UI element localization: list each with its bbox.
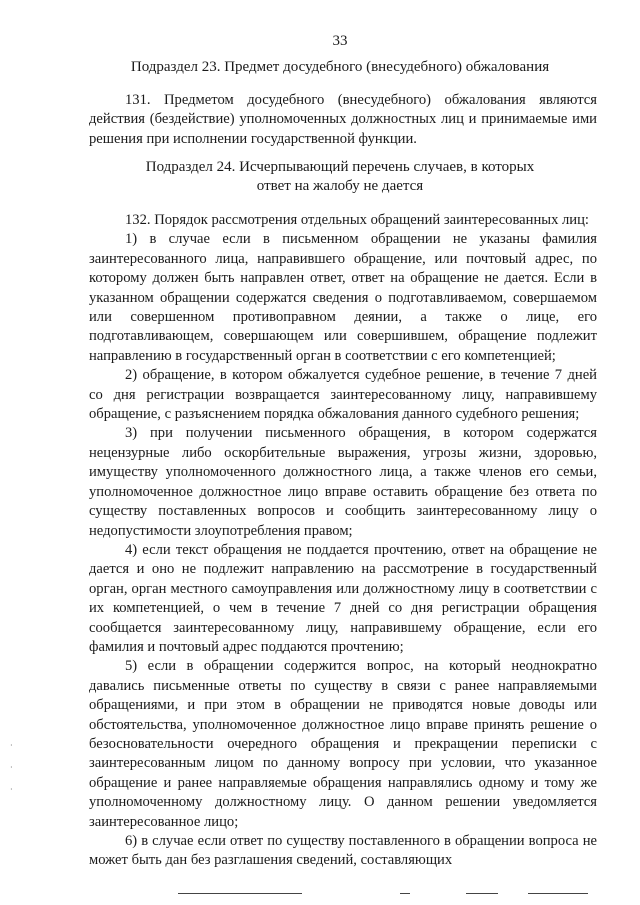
list-item-6: 6) в случае если ответ по существу поставленного в обращении вопроса не может быть дан без разглашения сведений, составляющих — [89, 833, 597, 869]
list-item-4: 4) если текст обращения не поддается прочтению, ответ на обращение не дается и оно не подлежит направлению на рассмотрение в государственный орган, орган местного самоуправления или должностному лицу в соответствии с их компетенцией, о чем в течение 7 дней со дня регистрации обращения сообщается заинтересованному лицу, направившему обращение, если его фамилия и почтовый адрес поддаются прочтению; — [89, 541, 597, 655]
paragraph-132-block — [89, 211, 597, 871]
footer-scan-line — [178, 893, 302, 894]
footer-scan-line — [400, 893, 410, 894]
list-item-3: 3) при получении письменного обращения, в котором содержатся нецензурные либо оскорбительные выражения, угрозы жизни, здоровью, имуществу уполномоченного должностного лица, а также членов его семьи, уполномоченное должностное лицо вправе оставить обращение без ответа по существу поставленных вопросов и сообщить заинтересованному лицу о недопустимости злоупотребления правом; — [89, 425, 597, 539]
subsection-23-heading: Подраздел 23. Предмет досудебного (внесудебного) обжалования — [130, 59, 550, 75]
list-item-5: 5) если в обращении содержится вопрос, на который неоднократно давались письменные ответы по существу в связи с ранее направляемыми обращениями, и при этом в обращении не приводятся новые доводы или обстоятельства, уполномоченное должностное лицо вправе принять решение о безосновательности очередного обращения и прекращении переписки с заинтересованным лицом по данному вопросу при условии, что указанное обращение и ранее направляемые обращения направлялись одному и тому же уполномоченному должностному лицу. О данном решении уведомляется заинтересованное лицо; — [89, 658, 597, 830]
paragraph-131: 131. Предметом досудебного (внесудебного) обжалования являются действия (бездействие) уполномоченных должностных лиц и принимаемые ими решения при исполнении государственной функции. — [89, 92, 597, 147]
subsection-24-heading — [0, 158, 640, 196]
paragraph-131-block — [89, 91, 597, 149]
footer-scan-line — [466, 893, 498, 894]
subsection-24-heading-line2: ответ на жалобу не дается — [256, 178, 424, 194]
subsection-24-heading-line1: Подраздел 24. Исчерпывающий перечень случаев, в которых — [145, 159, 535, 175]
list-item-1: 1) в случае если в письменном обращении не указаны фамилия заинтересованного лица, направившего обращение, или почтовый адрес, по которому должен быть направлен ответ, ответ на обращение не дается. Если в указанном обращении содержатся сведения о подготавливаемом, совершаемом или совершенном противоправном деянии, а также о лице, его подготавливающем, совершающем или совершившем, обращение подлежит направлению в государственный орган в соответствии с его компетенцией; — [89, 231, 597, 364]
footer-scan-line — [528, 893, 588, 894]
page-number: 33 — [332, 33, 348, 49]
list-item-2: 2) обращение, в котором обжалуется судебное решение, в течение 7 дней со дня регистрации возвращается заинтересованному лицу, направившему обращение, с разъяснением порядка обжалования данного судебного решения; — [89, 367, 597, 423]
paragraph-132-intro: 132. Порядок рассмотрения отдельных обращений заинтересованных лиц: — [125, 212, 589, 228]
scan-margin-marks: · · · — [10, 741, 13, 794]
